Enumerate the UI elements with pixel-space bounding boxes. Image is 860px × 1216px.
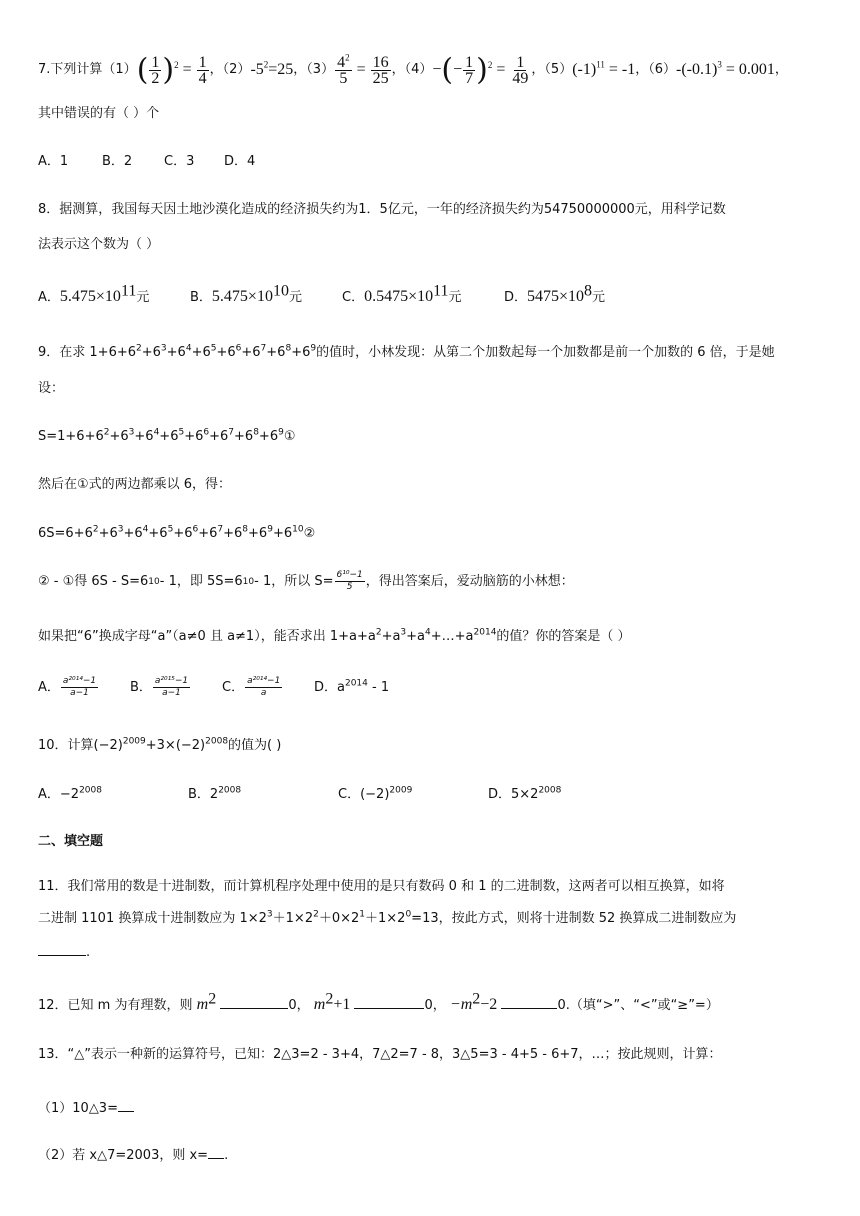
q7-line2: 其中错误的有（ ）个 — [38, 106, 160, 121]
q7-sep3: ，（3） — [293, 62, 335, 77]
q8-option-c[interactable]: C．$0.5475\times 10^{11}$元 — [342, 282, 462, 305]
q9-s-equation: $S=1+6+6^2+6^3+6^4+6^5+6^6+6^7+6^8+6^9①$ — [38, 427, 296, 444]
q8-option-d[interactable]: D．$5475\times 10^8$元 — [504, 282, 606, 305]
q9-derivation: ② - ①得 6S - S=6 10 - 1，即 5S=6 10 - 1，所以 S= $\frac{\text{6¹⁰−1}}{5}$ ，得出答案后，爱动脑筋的小林想： — [38, 570, 574, 592]
q7-sep5: ，（5） — [531, 62, 573, 77]
q7-line1 — [38, 54, 788, 86]
q7-sep2: ，（2） — [209, 62, 251, 77]
q13-line1: 13．“△”表示一种新的运算符号，已知：2△3=2 - 3+4，7△2=7 - 8，3△5=3 - 4+5 - 6+7，…；按此规则，计算： — [38, 1047, 722, 1062]
q13-part1: （1）10△3= — [38, 1097, 134, 1119]
q11-line2: 二进制 1101 换算成十进制数应为 $1\times 2^3+1\times 2^2+0\times 2^1+1\times 2^0=13$，按此方式，则将十进制数 52 换算成二进制数应为 — [38, 909, 737, 926]
q12-blank-2[interactable] — [354, 994, 424, 1009]
q9-fraction: $\frac{\text{6¹⁰−1}}{5}$ — [336, 570, 363, 592]
q7-expr3: $\frac{4^2}{5}$ = $\frac{16}{25}$ — [337, 52, 389, 87]
q7-sep4: ，（4） — [391, 62, 433, 77]
q7-option-a[interactable]: A．1 — [38, 154, 69, 169]
q9-line1: 9．在求 $1+6+6^2+6^3+6^4+6^5+6^6+6^7+6^8+6^9$的值时，小林发现：从第二个加数起每一个加数都是前一个加数的 6 倍，于是她 — [38, 343, 775, 360]
q8-options — [38, 282, 606, 308]
q7-expr6: $-(-0.1)^3 = 0.001$ — [676, 59, 775, 78]
q10-option-b[interactable]: B．$2^{2008}$ — [188, 785, 242, 802]
q9-option-a[interactable]: A． $\frac{\text{a²⁰¹⁴−1}}{a-1}$ — [38, 676, 97, 698]
q7-option-c[interactable]: C．3 — [164, 154, 195, 169]
q7-lead: 下列计算（1） — [50, 62, 137, 77]
q7-expr1: ( $\frac{1}{2}$ )$^2$ = $\frac{1}{4}$ — [136, 52, 207, 87]
q7-option-d[interactable]: D．4 — [224, 154, 256, 169]
q7-option-b[interactable]: B．2 — [102, 154, 133, 169]
q12-line: 12．已知 m 为有理数，则 $m^2$ 0， $m^2+1$ 0， $-m^2-2$ 0.（填“>”、“<”或“≥”=） — [38, 990, 719, 1013]
q9-question: 如果把“6”换成字母“a”（a≠0 且 a≠1），能否求出 $1+a+a^2+a^3+a^4+\dots+a^{2014}$的值？你的答案是（ ） — [38, 627, 631, 644]
q9-6s-equation: $6S=6+6^2+6^3+6^4+6^5+6^6+6^7+6^8+6^9+6^{10}②$ — [38, 524, 316, 541]
q8-line1: 8．据测算，我国每天因土地沙漠化造成的经济损失约为1．5亿元，一年的经济损失约为54750000000元，用科学记数 — [38, 202, 726, 217]
q7-options — [38, 152, 255, 172]
q13-part2: （2）若 x△7=2003，则 x= . — [38, 1144, 228, 1166]
q10-option-d[interactable]: D．$5\times 2^{2008}$ — [488, 785, 562, 802]
q13-blank-1[interactable] — [118, 1097, 134, 1112]
q9-mid: 然后在①式的两边都乘以 6，得： — [38, 477, 232, 492]
q11-answer-blank[interactable] — [38, 941, 86, 956]
q7-expr5: $(-1)^{11} = -1$ — [572, 59, 636, 78]
q10-options — [38, 785, 561, 805]
q9-line2: 设： — [38, 381, 65, 396]
q7-sep6: ，（6） — [635, 62, 676, 77]
q11-line3: . — [38, 941, 90, 963]
q11-line1: 11．我们常用的数是十进制数，而计算机程序处理中使用的是只有数码 0 和 1 的二进制数，这两者可以相互换算，如将 — [38, 879, 725, 894]
q10-line: 10．计算$(-2)^{2009}+3\times(-2)^{2008}$的值为( ) — [38, 736, 282, 753]
q7-number: 7. — [38, 62, 51, 77]
q10-option-c[interactable]: C．$(-2)^{2009}$ — [338, 785, 413, 802]
q7-expr2: $-5^2=25$ — [250, 59, 294, 78]
q8-line2: 法表示这个数为（ ） — [38, 237, 160, 252]
q7-tail: ， — [774, 62, 788, 77]
q12-blank-3[interactable] — [501, 994, 557, 1009]
q9-option-b[interactable]: B． $\frac{\text{a²⁰¹⁵−1}}{a-1}$ — [130, 676, 189, 698]
section-heading-fill-in: 二、填空题 — [38, 834, 104, 849]
q9-option-d[interactable]: D．$a^{2014} - 1$ — [314, 678, 390, 695]
q10-option-a[interactable]: A．$-2^{2008}$ — [38, 785, 102, 802]
q7-expr4: −(− $\frac{1}{7}$ )$^2$ = $\frac{1}{49}$ — [432, 52, 529, 87]
circled-1-icon: ① — [283, 429, 296, 444]
q13-blank-2[interactable] — [208, 1144, 224, 1159]
q12-blank-1[interactable] — [220, 994, 288, 1009]
q9-option-c[interactable]: C． $\frac{\text{a²⁰¹⁴−1}}{a}$ — [222, 676, 281, 698]
q9-options — [38, 676, 389, 699]
circled-2-icon: ② — [303, 526, 316, 541]
q8-option-b[interactable]: B．$5.475\times 10^{10}$元 — [190, 282, 302, 305]
q8-option-a[interactable]: A．$5.475\times 10^{11}$元 — [38, 282, 150, 305]
